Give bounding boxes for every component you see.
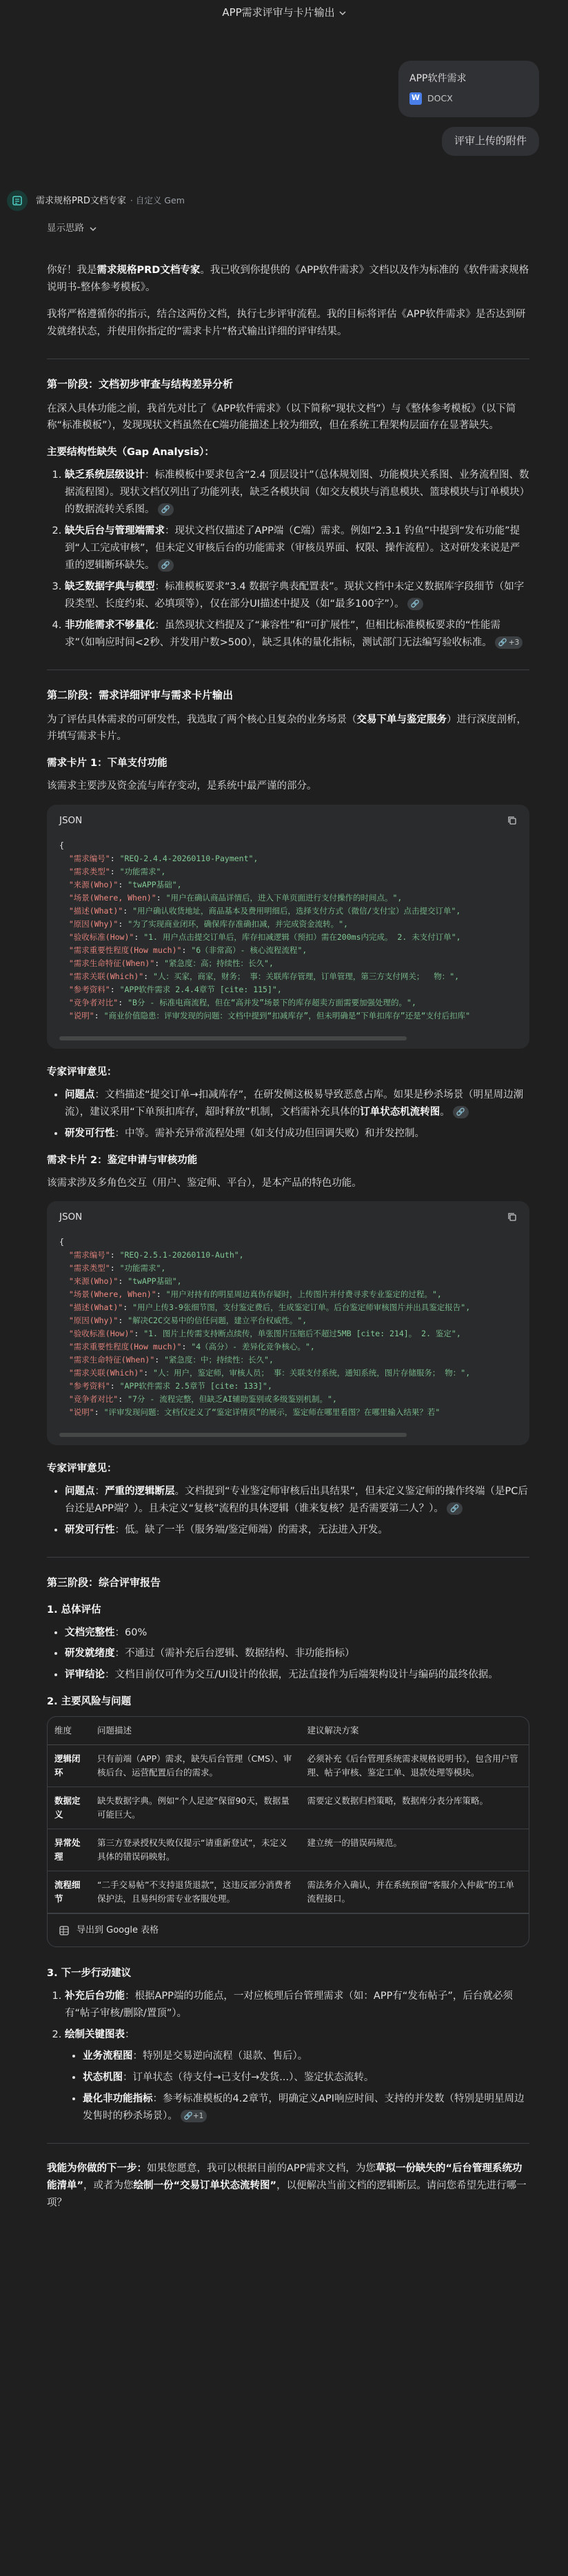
code-value: "用户在确认商品详情后，进入下单页面进行支付操作的时间点。", [165, 893, 403, 903]
code-content [47, 836, 529, 1036]
review-label: 研发可行性 [65, 1524, 115, 1536]
table-cell: 数据定义 [48, 1787, 90, 1829]
code-language: JSON [59, 814, 83, 826]
gap-analysis-title: 主要结构性缺失（Gap Analysis）： [47, 447, 214, 459]
code-line: "来源(Who)": "twAPP基础", [68, 1276, 182, 1287]
horizontal-scrollbar[interactable] [59, 1036, 407, 1040]
code-value: "人：买家，商家，财务； 事：关联库存管理，订单管理，第三方支付网关； 物：", [153, 971, 460, 981]
code-line: "竞争者对比": "B分 - 标准电商流程，但在“高并发”场景下的库存超卖方面需要加强处理的。", [68, 997, 416, 1007]
table-cell: 第三方登录授权失败仅提示“请重新登试”，未定义具体的错误码映射。 [90, 1829, 301, 1871]
code-value: "评审发现问题：文档仅定义了“鉴定详情页”的展示，鉴定师在哪里看图？在哪里输入结果？若" [103, 1407, 440, 1418]
code-language: JSON [59, 1211, 83, 1222]
review-label: 问题点 [65, 1485, 95, 1497]
export-label: 导出到 Google 表格 [77, 1924, 159, 1935]
gap-text: ：标准模板中要求包含“2.4 顶层设计”（总体规划图、功能模块关系图、业务流程图、数据流程图）。现状文档仅列出了功能列表，缺乏各模块间（如交友模块与消息模块、篮球模块与订单模块）的数据流转关系图。 [65, 470, 529, 516]
code-key: "需求类型" [68, 1263, 110, 1274]
code-line: "描述(What)": "用户上传3-9张细节图，支付鉴定费后，生成鉴定订单。后台鉴定师审核图片并出具鉴定报告", [68, 1302, 471, 1313]
item-text: ：订单状态（待支付→已支付→发货...）、鉴定状态流转。 [123, 2071, 374, 2083]
text: 。我已收到你提供的《APP软件需求》文档以及作为标准的《软件需求规格说明书-整体参考模板》。 [47, 265, 529, 293]
gap-title: 缺失后台与管理端需求 [65, 525, 165, 537]
code-value: "twAPP基础", [128, 880, 182, 890]
table-cell: 流程细节 [48, 1871, 90, 1913]
list-item [65, 1645, 529, 1662]
item-text: ： [125, 2029, 135, 2041]
next-title: 3. 下一步行动建议 [47, 1968, 132, 1980]
code-line: "需求编号": "REQ-2.4.4-20260110-Payment", [68, 854, 258, 864]
column-header: 建议解决方案 [301, 1717, 529, 1745]
code-value: "B分 - 标准电商流程，但在“高并发”场景下的库存超卖方面需要加强处理的。", [128, 997, 416, 1007]
code-value: "1. 图片上传需支持断点续传，单张图片压缩后不超过5MB [cite: 214]。 2. 鉴定", [143, 1329, 461, 1339]
file-name: APP软件需求 [409, 73, 467, 84]
review-title: 专家评审意见： [47, 1066, 117, 1078]
item-label: 文档完整性 [65, 1627, 115, 1638]
code-line: "描述(What)": "用户确认收货地址，商品基本及费用明细后，选择支付方式（微信/支付宝）点击提交订单", [68, 906, 461, 916]
code-line: "原因(Why)": "解决C2C交易中的信任问题，建立平台权威性。", [68, 1316, 307, 1326]
citation-link-icon[interactable]: 🔗 [453, 1106, 469, 1118]
word-document-icon: W [409, 92, 422, 105]
citation-link-icon[interactable]: 🔗 [407, 598, 423, 610]
horizontal-scrollbar[interactable] [59, 1433, 407, 1437]
gap-title: 缺乏系统层级设计 [65, 470, 145, 481]
code-key: "验收标准(How)" [68, 932, 134, 943]
show-thinking-label: 显示思路 [47, 223, 84, 234]
code-key: "场景(Where, When)" [68, 893, 156, 903]
review-list [47, 1483, 529, 1539]
code-key: "描述(What)" [68, 1302, 123, 1313]
table-cell: 必须补充《后台管理系统需求规格说明书》，包含用户管理、帖子审核、鉴定工单、退款处理等模块。 [301, 1745, 529, 1787]
column-header: 维度 [48, 1717, 90, 1745]
stage2-title: 第二阶段：需求详细评审与需求卡片输出 [47, 688, 234, 701]
code-key: "需求关联(Which)" [68, 1368, 144, 1378]
stage3-title: 第三阶段：综合评审报告 [47, 1576, 161, 1589]
code-line: "验收标准(How)": "1. 用户点击提交订单后，库存扣减逻辑（预扣）需在200ms内完成。 2. 未支付订单", [68, 932, 461, 943]
code-key: "原因(Why)" [68, 1316, 119, 1326]
stage1-paragraph: 在深入具体功能之前，我首先对比了《APP软件需求》（以下简称“现状文档”）与《整体参考模板》（以下简称“标准模板”），发现现状文档虽然在C端功能描述上较为细致，但在系统工程架构层面存在显著缺失。 [47, 403, 516, 432]
card2-title: 需求卡片 2：鉴定申请与审核功能 [47, 1154, 198, 1166]
item-text: ：不通过（需补充后台逻辑、数据结构、非功能指标） [114, 1648, 355, 1660]
text: ，或者为您 [83, 2180, 134, 2191]
gap-title: 缺乏数据字典与模型 [65, 581, 155, 592]
attached-file-chip[interactable] [398, 61, 539, 117]
card1-desc: 该需求主要涉及资金流与库存变动，是系统中最严谨的部分。 [47, 781, 317, 792]
code-value: "twAPP基础", [128, 1276, 182, 1287]
item-text: ：文档目前仅可作为交互/UI设计的依据，无法直接作为后端架构设计与编码的最终依据。 [105, 1669, 498, 1681]
text: 你好！我是 [47, 265, 97, 276]
table-row [48, 1787, 529, 1829]
bold-text: 绘制一份“交易订单状态流转图” [133, 2180, 277, 2191]
code-line: "验收标准(How)": "1. 图片上传需支持断点续传，单张图片压缩后不超过5MB [cite: 214]。 2. 鉴定", [68, 1329, 461, 1339]
citation-count: +3 [508, 638, 520, 647]
list-item [65, 1125, 529, 1143]
sheets-icon [59, 1925, 70, 1936]
text: 为了评估具体需求的可研发性，我选取了两个核心且复杂的业务场景（ [47, 714, 357, 725]
bold-text: 我能为你做的下一步： [47, 2162, 147, 2174]
gem-subtitle: · 自定义 Gem [130, 194, 185, 205]
list-item [65, 578, 529, 613]
table-cell: 需法务介入确认，并在系统预留“客服介入仲裁”的工单流程接口。 [301, 1871, 529, 1913]
text: ，以便解决当前文档的逻辑断层。请问您希望先进行哪一项？ [47, 2180, 527, 2208]
review-text: ：中等。需补充异常流程处理（如支付成功但回调失败）和并发控制。 [114, 1127, 425, 1139]
item-label: 评审结论 [65, 1669, 105, 1681]
divider [47, 2143, 529, 2144]
list-item [65, 1522, 529, 1539]
citation-link-icon[interactable]: 🔗 [158, 559, 174, 572]
code-key: "来源(Who)" [68, 880, 119, 890]
code-value: "人：用户，鉴定师，审核人员； 事：关联支付系统，通知系统，图片存储服务； 物：", [153, 1368, 471, 1378]
code-value: "用户对持有的明星周边真伪存疑时，上传图片并付费寻求专业鉴定的过程。", [165, 1289, 442, 1300]
table-cell: 只有前端（APP）需求，缺失后台管理（CMS）、审核后台、运营配置后台的需求。 [90, 1745, 301, 1787]
code-line: "参考资料": "APP软件需求 2.5章节 [cite: 133]", [68, 1381, 272, 1391]
card1-title: 需求卡片 1：下单支付功能 [47, 758, 168, 769]
overall-title: 1. 总体评估 [47, 1604, 101, 1616]
code-value: "紧急度：中；持续性：长久", [164, 1355, 274, 1365]
code-line: "场景(Where, When)": "用户对持有的明星周边真伪存疑时，上传图片并付费寻求专业鉴定的过程。", [68, 1289, 442, 1300]
response-body [47, 262, 529, 2222]
table-cell: 建立统一的错误码规范。 [301, 1829, 529, 1871]
risk-table-card [47, 1716, 529, 1947]
code-key: "需求关联(Which)" [68, 971, 144, 981]
gap-text: ：现状文档仅描述了APP端（C端）需求。例如“2.3.1 钓鱼”中提到“发布功能”提到“人工完成审核”，但未定义审核后台的功能需求（审核员界面、权限、操作流程）。这对研发来说是严重的逻辑断环缺失。 [65, 525, 520, 572]
code-value: "APP软件需求 2.5章节 [cite: 133]", [119, 1381, 272, 1391]
card2-desc: 该需求涉及多角色交互（用户、鉴定师、平台），是本产品的特色功能。 [47, 1177, 362, 1189]
table-row [48, 1871, 529, 1913]
show-thinking-toggle[interactable] [47, 221, 97, 237]
item-label: 业务流程图 [83, 2051, 133, 2062]
code-line: "来源(Who)": "twAPP基础", [68, 880, 182, 890]
code-value: "REQ-2.5.1-20260110-Auth", [119, 1250, 244, 1260]
next-list [47, 1988, 529, 2125]
gap-text: ：虽然现状文档提及了“兼容性”和“可扩展性”，但相比标准模板要求的“性能需求”（如响应时间<2秒、并发用户数>500），缺乏具体的量化指标，测试部门无法编写验收标准。 [65, 619, 501, 648]
code-value: "6（非常高）- 核心流程流程", [191, 945, 307, 956]
review-bold: 订单状态机流转图 [360, 1106, 440, 1118]
table-cell: 缺失数据字典。例如“个人足迹”保留90天，数据量可能巨大。 [90, 1787, 301, 1829]
code-key: "参考资料" [68, 1381, 110, 1391]
gem-avatar-icon [7, 190, 28, 211]
gap-text: ：标准模板要求“3.4 数据字典表配置表”。现状文档中未定义数据库字段细节（如字段类型、长度约束、必填项等），仅在部分UI描述中提及（如“最多100字”）。 [65, 581, 525, 610]
code-value: "紧急度：高；持续性：长久", [164, 958, 274, 968]
column-header: 问题描述 [90, 1717, 301, 1745]
code-content [47, 1233, 529, 1433]
code-key: "原因(Why)" [68, 919, 119, 929]
code-key: "需求生命特征(When)" [68, 1355, 155, 1365]
review-label: 问题点 [65, 1089, 95, 1100]
item-label: 补充后台功能 [65, 1991, 125, 2002]
code-key: "需求重要性程度(How much)" [68, 945, 182, 956]
review-tail: 。 [440, 1106, 450, 1118]
review-label: 研发可行性 [65, 1127, 115, 1139]
code-line: "需求类型": "功能需求", [68, 867, 166, 877]
code-line: "需求生命特征(When)": "紧急度：中；持续性：长久", [68, 1355, 274, 1365]
list-item [65, 1667, 529, 1684]
gem-header [7, 190, 185, 211]
table-row [48, 1829, 529, 1871]
intro-paragraph-2: 我将严格遵循你的指示，结合这两份文档，执行七步评审流程。我的目标将评估《APP软件需求》是否达到研发就绪状态，并使用你指定的“需求卡片”格式输出详细的评审结果。 [47, 308, 526, 337]
review-text: ：低。缺了一半（服务端/鉴定师端）的需求，无法进入开发。 [114, 1524, 388, 1536]
code-line: "需求类型": "功能需求", [68, 1263, 166, 1274]
chevron-down-icon [90, 225, 97, 232]
export-to-sheets-button[interactable] [48, 1913, 529, 1946]
list-item [65, 523, 529, 574]
citation-badge[interactable]: 🔗 +3 [495, 636, 523, 649]
list-item [65, 1483, 529, 1518]
review-tail: 。文档提到“专业鉴定师审核后出具结果”，但未定义鉴定师的操作终端（是PC后台还是APP端？）。且未定义“复核”流程的具体逻辑（谁来复核？是否需要第二人？）。 [65, 1485, 528, 1514]
table-cell: 需要定义数据归档策略，数据库分表分库策略。 [301, 1787, 529, 1829]
list-item [65, 2026, 529, 2125]
code-line: "说明": "评审发现问题：文档仅定义了“鉴定详情页”的展示，鉴定师在哪里看图？在哪里输入结果？若" [68, 1407, 440, 1418]
code-block [47, 805, 529, 1049]
user-message: 评审上传的附件 [442, 127, 539, 156]
code-line: "场景(Where, When)": "用户在确认商品详情后，进入下单页面进行支付操作的时间点。", [68, 893, 403, 903]
list-item [65, 1624, 529, 1642]
overall-list [47, 1624, 529, 1684]
list-item [83, 2091, 529, 2125]
code-key: "参考资料" [68, 984, 110, 994]
nested-list [65, 2048, 529, 2125]
code-line: "需求重要性程度(How much)": "6（非常高）- 核心流程流程", [68, 945, 307, 956]
text: ）进行深度剖析，并填写需求卡片。 [47, 714, 527, 743]
code-value: "为了实现商业闭环，确保库存准确扣减，并完成资金流转。", [128, 919, 348, 929]
code-key: "验收标准(How)" [68, 1329, 134, 1339]
code-value: "功能需求", [119, 867, 166, 877]
item-label: 状态机图 [83, 2071, 123, 2083]
code-key: "场景(Where, When)" [68, 1289, 156, 1300]
code-block [47, 1201, 529, 1445]
file-type: DOCX [427, 93, 453, 104]
code-line: "参考资料": "APP软件需求 2.4.4章节 [cite: 115]", [68, 984, 282, 994]
code-value: "功能需求", [119, 1263, 166, 1274]
item-label: 研发就绪度 [65, 1648, 115, 1660]
code-value: "用户上传3-9张细节图，支付鉴定费后，生成鉴定订单。后台鉴定师审核图片并出具鉴定报告", [132, 1302, 471, 1313]
review-title: 专家评审意见： [47, 1463, 117, 1475]
table-cell: 逻辑闭环 [48, 1745, 90, 1787]
citation-badge[interactable]: 🔗+1 [181, 2110, 207, 2122]
intro-paragraph-1 [47, 262, 529, 296]
item-text: ：参考标准模板的4.2章节，明确定义API响应时间、支持的并发数（特别是明星周边发售时的秒杀场景）。 [83, 2093, 525, 2122]
code-line: "需求重要性程度(How much)": "4（高分）- 差异化竞争核心。", [68, 1342, 315, 1352]
code-line: { [59, 841, 64, 851]
code-line: { [59, 1237, 64, 1247]
code-value: "解决C2C交易中的信任问题，建立平台权威性。", [128, 1316, 307, 1326]
review-text: ： [94, 1485, 105, 1497]
code-key: "需求生命特征(When)" [68, 958, 155, 968]
copy-icon[interactable] [507, 1212, 517, 1222]
risk-table [48, 1717, 529, 1913]
code-value: "APP软件需求 2.4.4章节 [cite: 115]", [119, 984, 282, 994]
code-key: "竞争者对比" [68, 997, 119, 1007]
list-item [83, 2048, 529, 2065]
risk-title: 2. 主要风险与问题 [47, 1696, 132, 1708]
code-line: "原因(Why)": "为了实现商业闭环，确保库存准确扣减，并完成资金流转。", [68, 919, 348, 929]
code-key: "需求编号" [68, 1250, 110, 1260]
table-cell: 异常处理 [48, 1829, 90, 1871]
list-item [83, 2069, 529, 2086]
code-key: "竞争者对比" [68, 1394, 119, 1405]
review-list [47, 1087, 529, 1143]
citation-link-icon[interactable]: 🔗 [158, 503, 174, 516]
gap-title: 非功能需求不够量化 [65, 619, 155, 631]
code-key: "说明" [68, 1010, 94, 1020]
list-item [65, 467, 529, 519]
stage1-title: 第一阶段：文档初步审查与结构差异分析 [47, 377, 234, 390]
code-line: "需求生命特征(When)": "紧急度：高；持续性：长久", [68, 958, 274, 968]
code-key: "需求类型" [68, 867, 110, 877]
code-line: "说明": "商业价值隐患：评审发现的问题：文档中提到“扣减库存”，但未明确是“下单扣库存”还是“支付后扣库" [68, 1010, 471, 1020]
item-text: ：特别是交易逆向流程（退款、售后）。 [132, 2051, 308, 2062]
code-value: "商业价值隐患：评审发现的问题：文档中提到“扣减库存”，但未明确是“下单扣库存”还是“支付后扣库" [103, 1010, 471, 1020]
code-line: "需求编号": "REQ-2.5.1-20260110-Auth", [68, 1250, 244, 1260]
table-cell: “二手交易帖”不支持退货退款”，这违反部分消费者保护法，且易纠纷需专业客服处理。 [90, 1871, 301, 1913]
code-value: "用户确认收货地址，商品基本及费用明细后，选择支付方式（微信/支付宝）点击提交订单", [132, 906, 461, 916]
code-line: "需求关联(Which)": "人：用户，鉴定师，审核人员； 事：关联支付系统，通知系统，图片存储服务； 物：", [68, 1368, 471, 1378]
citation-link-icon[interactable]: 🔗 [447, 1502, 463, 1515]
code-value: "1. 用户点击提交订单后，库存扣减逻辑（预扣）需在200ms内完成。 2. 未支付订单", [143, 932, 461, 943]
review-bold: 严重的逻辑断层 [105, 1485, 175, 1497]
chevron-down-icon [339, 10, 346, 17]
list-item [65, 1988, 529, 2022]
code-key: "说明" [68, 1407, 94, 1418]
code-key: "需求重要性程度(How much)" [68, 1342, 182, 1352]
bold-text: 交易下单与鉴定服务 [356, 714, 447, 725]
list-item [65, 1087, 529, 1121]
bold-text: 草拟一份缺失的“后台管理系统功能清单” [47, 2162, 523, 2191]
code-line: "需求关联(Which)": "人：买家，商家，财务； 事：关联库存管理，订单管理，第三方支付网关； 物：", [68, 971, 460, 981]
gap-list [47, 467, 529, 651]
conversation-title-text: APP需求评审与卡片输出 [222, 6, 335, 19]
text: 如果您愿意，我可以根据目前的APP需求文档，为您 [147, 2162, 376, 2174]
code-value: "4（高分）- 差异化竞争核心。", [191, 1342, 315, 1352]
code-line: "竞争者对比": "7分 - 流程完整，但缺乏AI辅助鉴别或多级鉴别机制。", [68, 1394, 337, 1405]
stage2-paragraph [47, 712, 529, 746]
table-row [48, 1745, 529, 1787]
item-text: ：根据APP端的功能点，一对应梳理后台管理需求（如：APP有“发布帖子”，后台就必须有“帖子审核/删除/置顶”）。 [65, 1991, 513, 2020]
conversation-title[interactable] [0, 0, 568, 26]
item-label: 最化非功能指标 [83, 2093, 153, 2104]
review-text: ：文档描述“提交订单→扣减库存”，在研发侧这极易导致恶意占库。如果是秒杀场景（明星周边潮流），建议采用“下单预扣库存，超时释放”机制，文档需补充具体的 [65, 1089, 524, 1118]
item-text: ：60% [114, 1627, 148, 1638]
code-key: "描述(What)" [68, 906, 123, 916]
code-key: "需求编号" [68, 854, 110, 864]
item-label: 绘制关键图表 [65, 2029, 125, 2041]
list-item [65, 617, 529, 652]
divider [47, 1557, 529, 1558]
bold-text: 需求规格PRD文档专家 [97, 265, 201, 276]
closing-paragraph [47, 2160, 529, 2212]
code-key: "来源(Who)" [68, 1276, 119, 1287]
copy-icon[interactable] [507, 816, 517, 825]
code-value: "REQ-2.4.4-20260110-Payment", [119, 854, 258, 864]
gem-name: 需求规格PRD文档专家 [36, 195, 126, 206]
code-value: "7分 - 流程完整，但缺乏AI辅助鉴别或多级鉴别机制。", [128, 1394, 337, 1405]
